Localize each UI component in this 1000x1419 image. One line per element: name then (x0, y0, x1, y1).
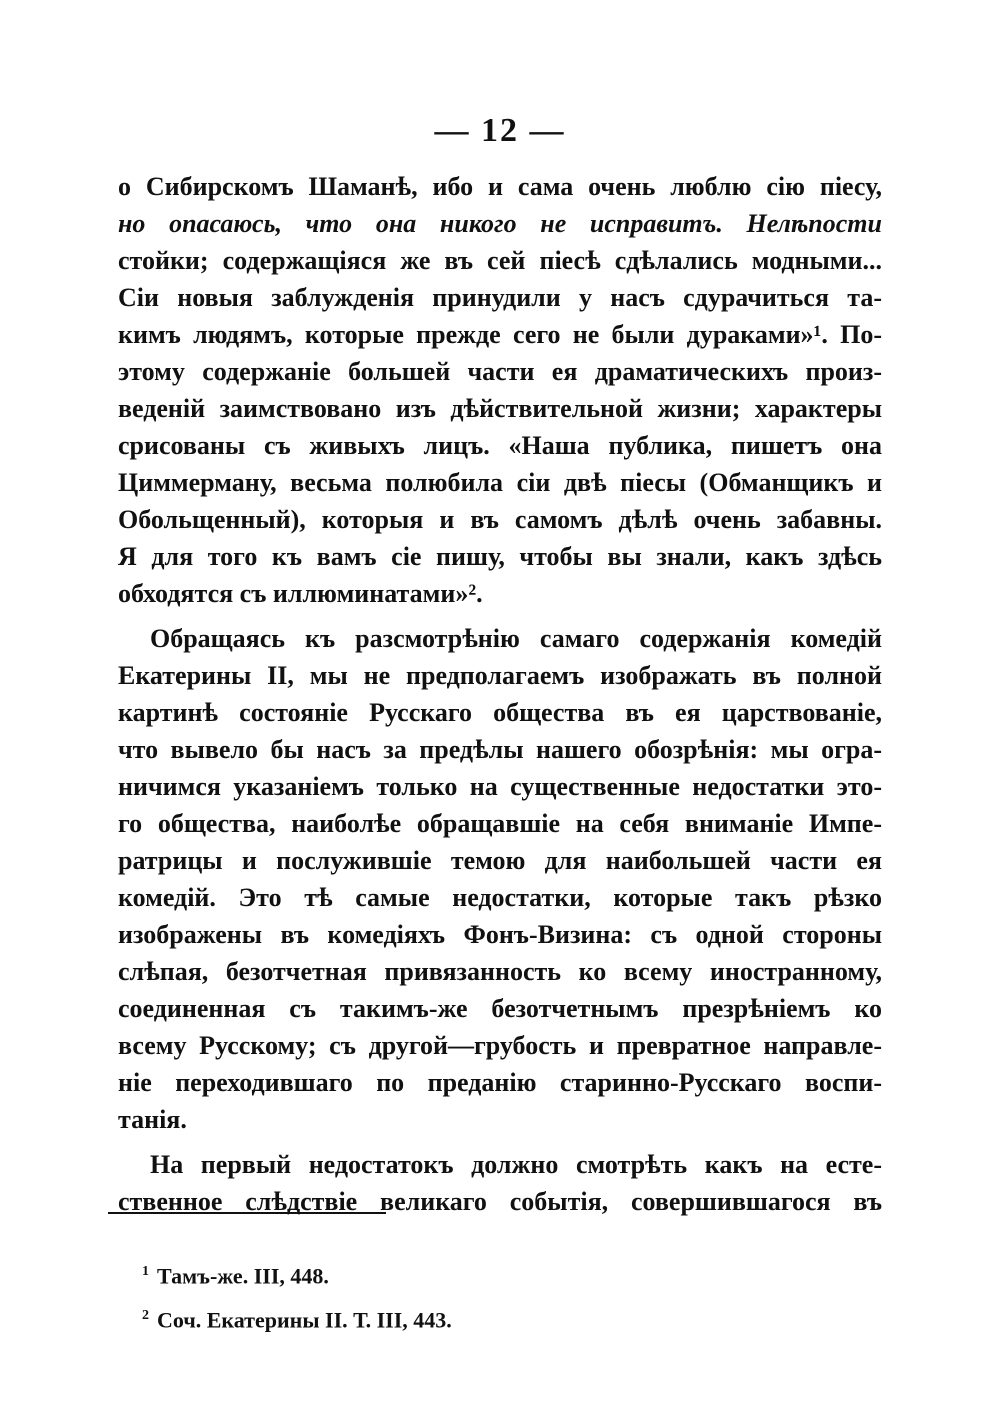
text-line: ратрицы и послужившіе темою для наибольшей части ея (118, 846, 882, 875)
text-line: го общества, наиболѣе обращавшіе на себя вниманіе Импе- (118, 809, 882, 838)
footnote-2 (142, 1294, 452, 1338)
text-line: Обращаясь къ разсмотрѣнію самаго содержанія комедій (150, 624, 882, 653)
text-line: танія. (118, 1105, 187, 1134)
paragraph-3 (118, 1146, 882, 1220)
footnotes (142, 1250, 452, 1338)
paragraph-1 (118, 168, 882, 612)
text-line: этому содержаніе большей части ея драматическихъ произ- (118, 357, 882, 386)
footnote-text: Тамъ-же. III, 448. (157, 1263, 329, 1289)
text-line: всему Русскому; съ другой—грубость и превратное направле- (118, 1031, 882, 1060)
text-line: стойки; содержащіяся же въ сей піесѣ сдѣлались модными... (118, 246, 882, 275)
text-line: Обольщенный), которыя и въ самомъ дѣлѣ очень забавны. (118, 505, 882, 534)
footnote-1 (142, 1250, 452, 1294)
text-line: о Сибирскомъ Шаманѣ, ибо и сама очень люблю сію піесу, (118, 172, 882, 201)
text-line: срисованы съ живыхъ лицъ. «Наша публика, пишетъ она (118, 431, 882, 460)
text-line: ничимся указаніемъ только на существенные недостатки это- (118, 772, 882, 801)
text-line: картинѣ состояніе Русскаго общества въ ея царствованіе, (118, 698, 882, 727)
text-line: На первый недостатокъ должно смотрѣть какъ на есте- (150, 1150, 882, 1179)
footnote-text: Соч. Екатерины II. Т. III, 443. (157, 1307, 452, 1333)
body-text (118, 168, 882, 1220)
footnote-mark: 1 (142, 1264, 149, 1279)
text-line: Сіи новыя заблужденія принудили у насъ сдурачиться та- (118, 283, 882, 312)
text-line: Екатерины II, мы не предполагаемъ изображать въ полной (118, 661, 882, 690)
text-line: Я для того къ вамъ сіе пишу, чтобы вы знали, какъ здѣсь (118, 542, 882, 571)
text-line: ственное слѣдствіе великаго событія, совершившагося въ (118, 1187, 882, 1216)
text-line: веденій заимствовано изъ дѣйствительной жизни; характеры (118, 394, 882, 423)
text-line: кимъ людямъ, которые прежде сего не были дураками»¹. По- (118, 320, 882, 349)
text-line: комедій. Это тѣ самые недостатки, которые такъ рѣзко (118, 883, 882, 912)
text-line: Циммерману, весьма полюбила сіи двѣ піесы (Обманщикъ и (118, 468, 882, 497)
footnote-mark: 2 (142, 1308, 149, 1323)
text-line: соединенная съ такимъ-же безотчетнымъ презрѣніемъ ко (118, 994, 882, 1023)
text-line: слѣпая, безотчетная привязанность ко всему иностранному, (118, 957, 882, 986)
page-number: — 12 — (434, 112, 566, 149)
paragraph-2 (118, 620, 882, 1138)
text-line: что вывело бы насъ за предѣлы нашего обозрѣнія: мы огра- (118, 735, 882, 764)
text-line: но опасаюсь, что она никого не исправитъ. Нелѣпости (118, 209, 882, 238)
text-line: изображены въ комедіяхъ Фонъ-Визина: съ одной стороны (118, 920, 882, 949)
text-line: обходятся съ иллюминатами»². (118, 579, 483, 608)
footnote-divider (108, 1212, 386, 1214)
text-line: ніе переходившаго по преданію старинно-Русскаго воспи- (118, 1068, 882, 1097)
